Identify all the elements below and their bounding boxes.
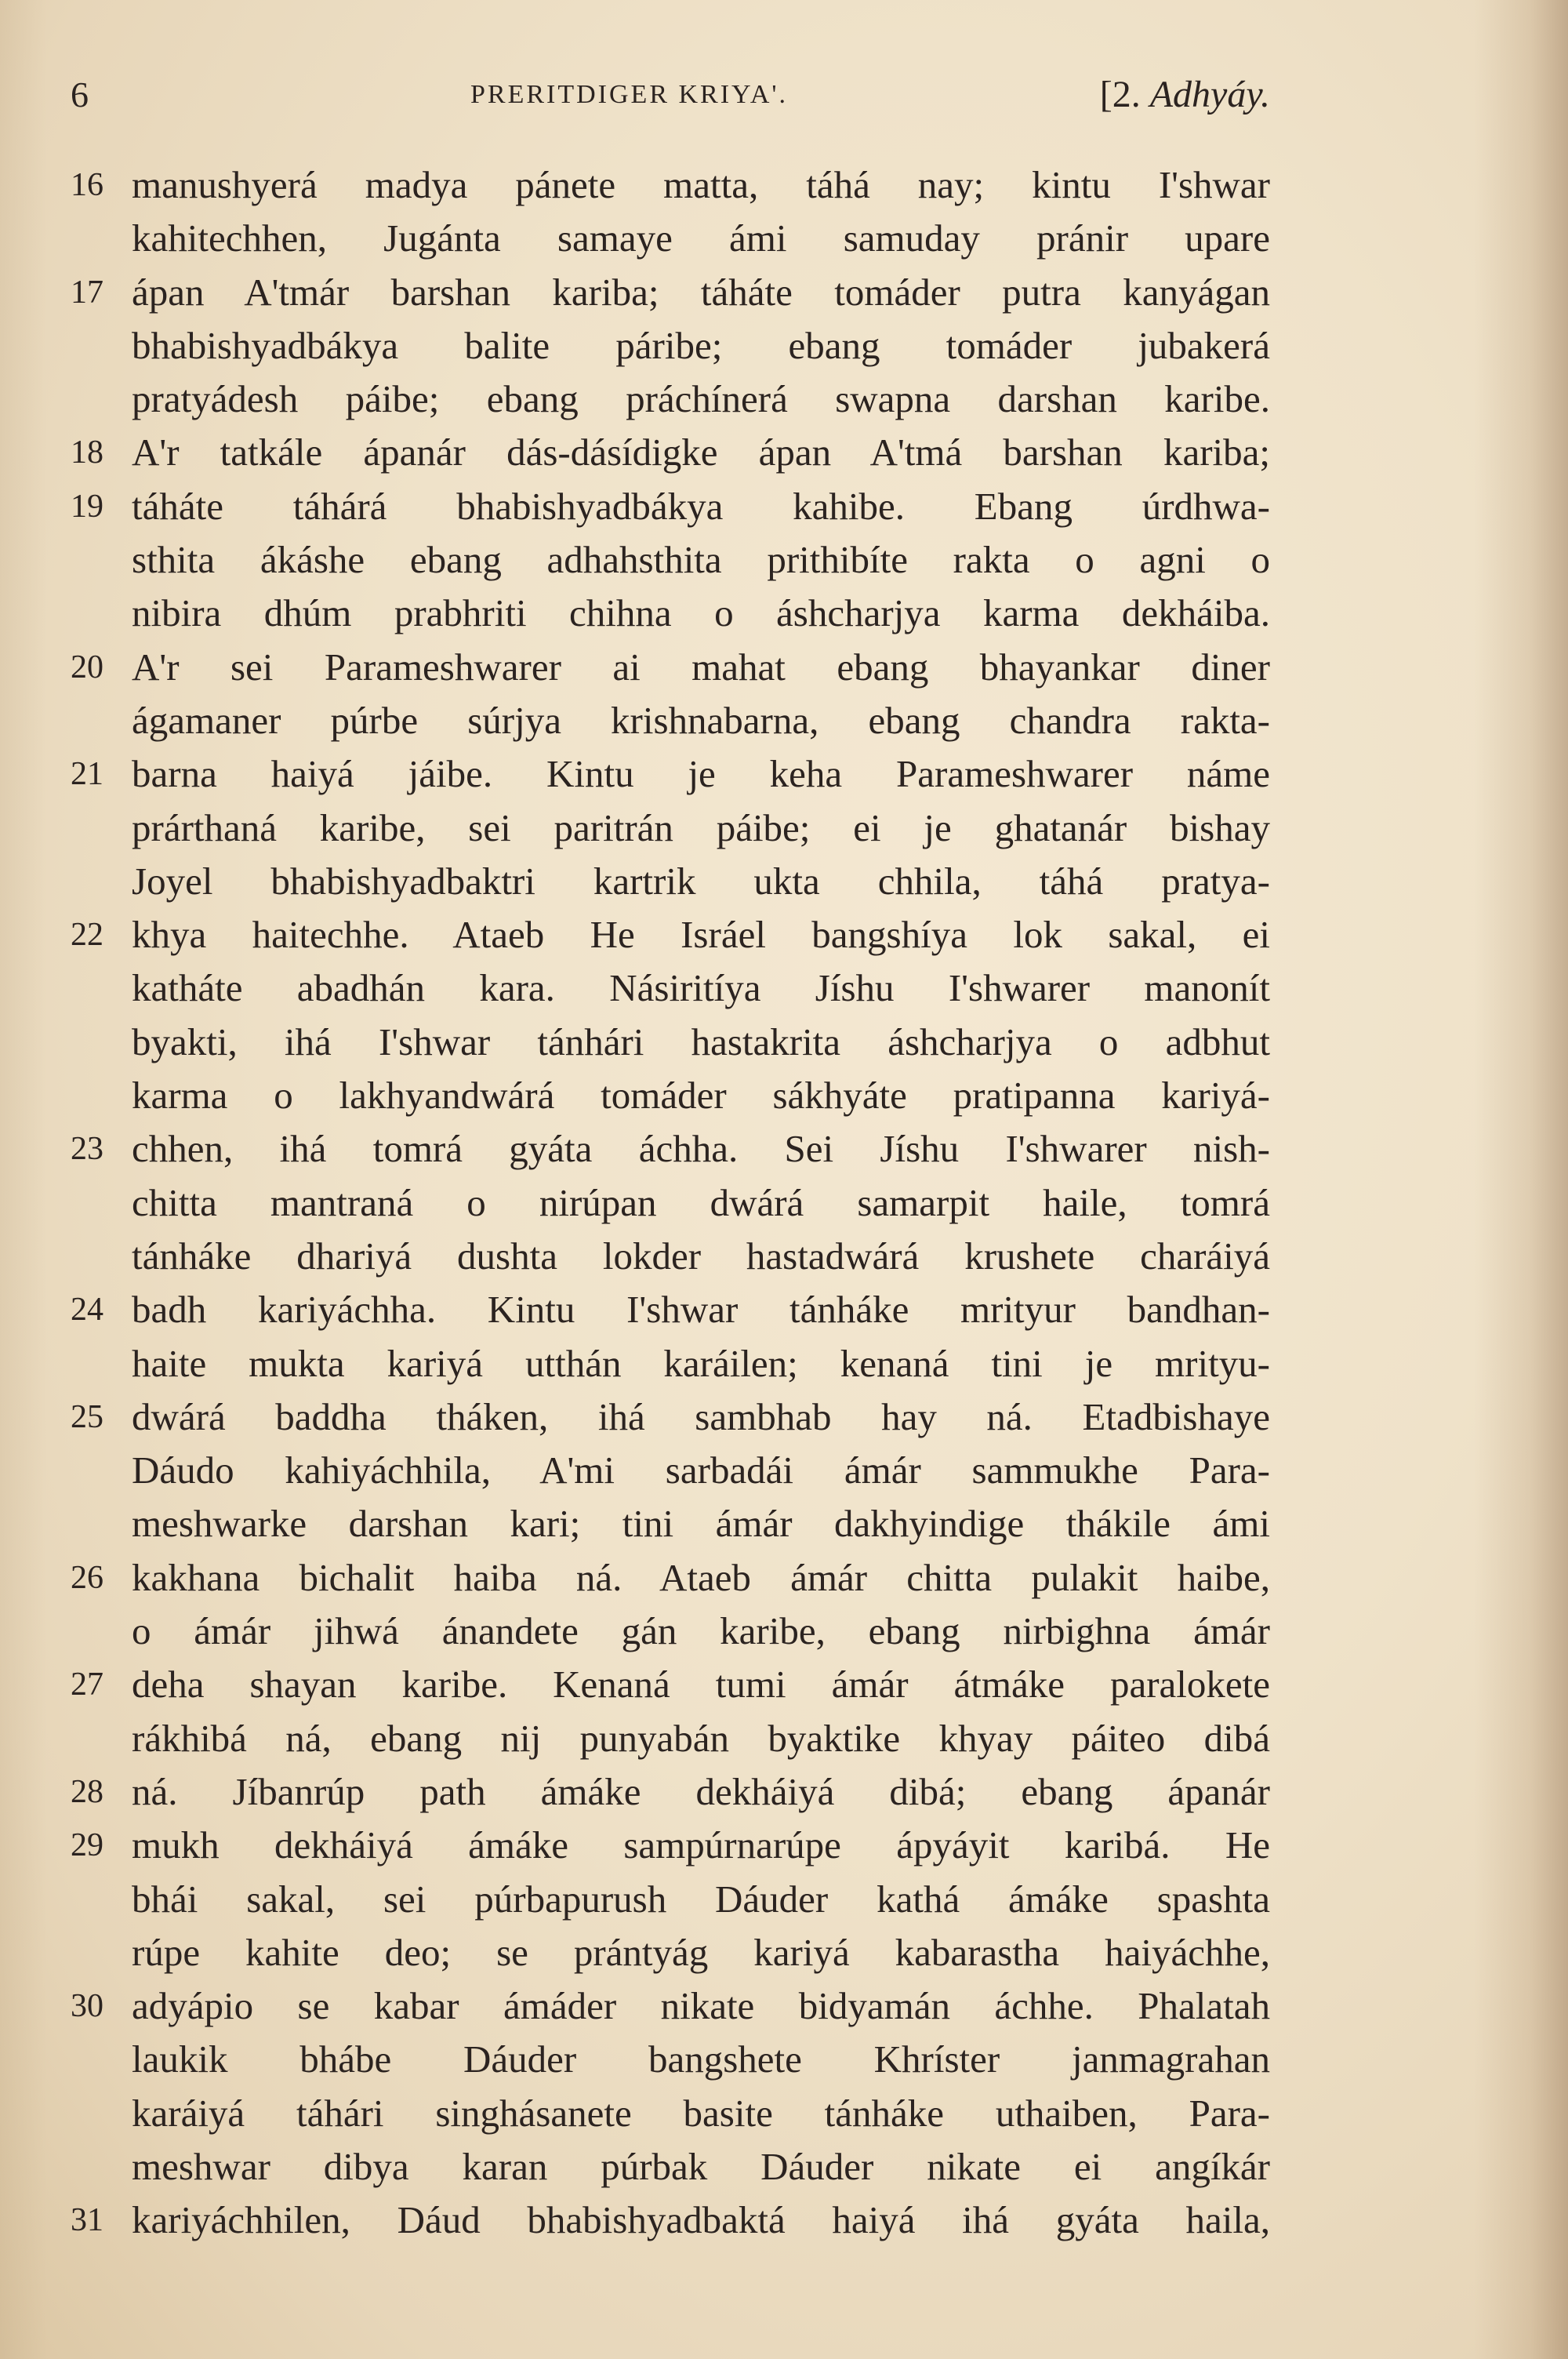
line-text: byakti, ihá I'shwar tánhári hastakrita áshcharjya o adbhut	[132, 1020, 1270, 1063]
verse-number: 30	[71, 1988, 103, 2025]
text-line	[71, 1230, 1270, 1283]
line-text: nibira dhúm prabhriti chihna o áshcharjya karma dekháiba.	[132, 591, 1270, 635]
line-text: A'r sei Parameshwarer ai mahat ebang bhayankar diner	[132, 645, 1270, 689]
line-text: haite mukta kariyá utthán karáilen; kenaná tini je mrityu-	[132, 1341, 1270, 1385]
text-line	[71, 1551, 1270, 1605]
text-line	[71, 1819, 1270, 1872]
verse-number: 29	[71, 1827, 103, 1864]
text-line	[71, 480, 1270, 533]
line-text: ágamaner púrbe súrjya krishnabarna, ebang chandra rakta-	[132, 698, 1270, 742]
text-line	[71, 158, 1270, 212]
line-text: manushyerá madya pánete matta, táhá nay; kintu I'shwar	[132, 163, 1270, 206]
text-line	[71, 1979, 1270, 2033]
line-text: meshwar dibya karan púrbak Dáuder nikate ei angíkár	[132, 2144, 1270, 2188]
verse-number: 27	[71, 1667, 103, 1703]
line-text: kakhana bichalit haiba ná. Ataeb ámár chitta pulakit haibe,	[132, 1555, 1270, 1599]
line-text: chhen, ihá tomrá gyáta áchha. Sei Jíshu I'shwarer nish-	[132, 1127, 1270, 1171]
text-line	[71, 908, 1270, 961]
text-line	[71, 694, 1270, 747]
text-line	[71, 855, 1270, 908]
line-text: meshwarke darshan kari; tini ámár dakhyindige thákile ámi	[132, 1502, 1270, 1546]
line-text: Joyel bhabishyadbaktri kartrik ukta chhila, táhá pratya-	[132, 859, 1270, 903]
running-title: PRERITDIGER KRIYA'.	[470, 80, 789, 109]
text-line	[71, 373, 1270, 426]
verse-number: 19	[71, 488, 103, 525]
text-line	[71, 961, 1270, 1015]
line-text: deha shayan karibe. Kenaná tumi ámár átmáke paralokete	[132, 1663, 1270, 1707]
line-text: kariyáchhilen, Dáud bhabishyadbaktá haiyá ihá gyáta haila,	[132, 2198, 1270, 2242]
text-line	[71, 1176, 1270, 1230]
line-text: tánháke dhariyá dushta lokder hastadwárá krushete charáiyá	[132, 1234, 1270, 1278]
line-text: barna haiyá jáibe. Kintu je keha Parameshwarer náme	[132, 752, 1270, 796]
text-line	[71, 641, 1270, 694]
text-line	[71, 212, 1270, 265]
line-text: rúpe kahite deo; se prántyág kariyá kabarastha haiyáchhe,	[132, 1930, 1270, 1974]
verse-number: 21	[71, 756, 103, 793]
text-line	[71, 1283, 1270, 1336]
line-text: ápan A'tmár barshan kariba; táháte tomáder putra kanyágan	[132, 270, 1270, 314]
verse-number: 24	[71, 1292, 103, 1329]
gutter-shadow	[0, 0, 47, 2359]
verse-number: 25	[71, 1398, 103, 1435]
line-text: rákhibá ná, ebang nij punyabán byaktike khyay páiteo dibá	[132, 1716, 1270, 1760]
verse-number: 31	[71, 2202, 103, 2239]
line-text: laukik bhábe Dáuder bangshete Khríster janmagrahan	[132, 2037, 1270, 2081]
line-text: pratyádesh páibe; ebang práchínerá swapna darshan karibe.	[132, 377, 1270, 421]
chapter-word: Adhyáy.	[1149, 74, 1270, 115]
text-line	[71, 2140, 1270, 2194]
text-line	[71, 1444, 1270, 1497]
verse-number: 20	[71, 649, 103, 685]
line-text: adyápio se kabar ámáder nikate bidyamán áchhe. Phalatah	[132, 1984, 1270, 2028]
verse-number: 26	[71, 1559, 103, 1596]
line-text: katháte abadhán kara. Násiritíya Jíshu I'shwarer manonít	[132, 966, 1270, 1010]
line-text: sthita ákáshe ebang adhahsthita prithibíte rakta o agni o	[132, 538, 1270, 582]
line-text: kahitechhen, Jugánta samaye ámi samuday pránir upare	[132, 216, 1270, 260]
text-line	[71, 319, 1270, 373]
line-text: chitta mantraná o nirúpan dwárá samarpit haile, tomrá	[132, 1180, 1270, 1224]
verse-number: 16	[71, 167, 103, 203]
text-line	[71, 1122, 1270, 1176]
text-line	[71, 1497, 1270, 1550]
text-line	[71, 1069, 1270, 1122]
verse-number: 17	[71, 274, 103, 311]
line-text: bhabishyadbákya balite páribe; ebang tomáder jubakerá	[132, 323, 1270, 367]
page-edge-shadow	[1474, 0, 1568, 2359]
verse-number: 18	[71, 434, 103, 471]
text-line	[71, 1605, 1270, 1658]
text-line	[71, 1016, 1270, 1069]
line-text: badh kariyáchha. Kintu I'shwar tánháke mrityur bandhan-	[132, 1288, 1270, 1332]
text-line	[71, 2033, 1270, 2086]
line-text: Dáudo kahiyáchhila, A'mi sarbadái ámár sammukhe Para-	[132, 1448, 1270, 1492]
text-line	[71, 1765, 1270, 1819]
text-line	[71, 2194, 1270, 2247]
text-line	[71, 533, 1270, 587]
line-text: A'r tatkále ápanár dás-dásídigke ápan A'tmá barshan kariba;	[132, 431, 1270, 474]
line-text: dwárá baddha tháken, ihá sambhab hay ná. Etadbishaye	[132, 1394, 1270, 1438]
running-header	[71, 67, 1270, 122]
text-line	[71, 1658, 1270, 1711]
text-line	[71, 1390, 1270, 1444]
text-line	[71, 587, 1270, 640]
verse-number: 22	[71, 917, 103, 954]
line-text: karma o lakhyandwárá tomáder sákhyáte pratipanna kariyá-	[132, 1074, 1270, 1118]
line-text: khya haitechhe. Ataeb He Isráel bangshíya lok sakal, ei	[132, 913, 1270, 957]
text-line	[71, 266, 1270, 319]
line-text: karáiyá táhári singhásanete basite tánháke uthaiben, Para-	[132, 2091, 1270, 2135]
line-text: ná. Jíbanrúp path ámáke dekháiyá dibá; ebang ápanár	[132, 1769, 1270, 1813]
line-text: prárthaná karibe, sei paritrán páibe; ei je ghatanár bishay	[132, 805, 1270, 849]
text-line	[71, 426, 1270, 479]
verse-number: 23	[71, 1131, 103, 1168]
line-text: mukh dekháiyá ámáke sampúrnarúpe ápyáyit karibá. He	[132, 1823, 1270, 1867]
page-number: 6	[71, 75, 89, 114]
text-line	[71, 1337, 1270, 1390]
chapter-bracket: [2.	[1099, 74, 1141, 115]
text-line	[71, 1712, 1270, 1765]
line-text: táháte táhárá bhabishyadbákya kahibe. Ebang úrdhwa-	[132, 484, 1270, 528]
text-line	[71, 1873, 1270, 1926]
text-line	[71, 1926, 1270, 1979]
chapter-reference	[1100, 67, 1270, 122]
verse-number: 28	[71, 1773, 103, 1810]
line-text: bhái sakal, sei púrbapurush Dáuder kathá ámáke spashta	[132, 1877, 1270, 1921]
text-line	[71, 2087, 1270, 2140]
body-text	[71, 158, 1270, 2248]
text-line	[71, 747, 1270, 801]
line-text: o ámár jihwá ánandete gán karibe, ebang nirbighna ámár	[132, 1609, 1270, 1653]
text-line	[71, 801, 1270, 855]
